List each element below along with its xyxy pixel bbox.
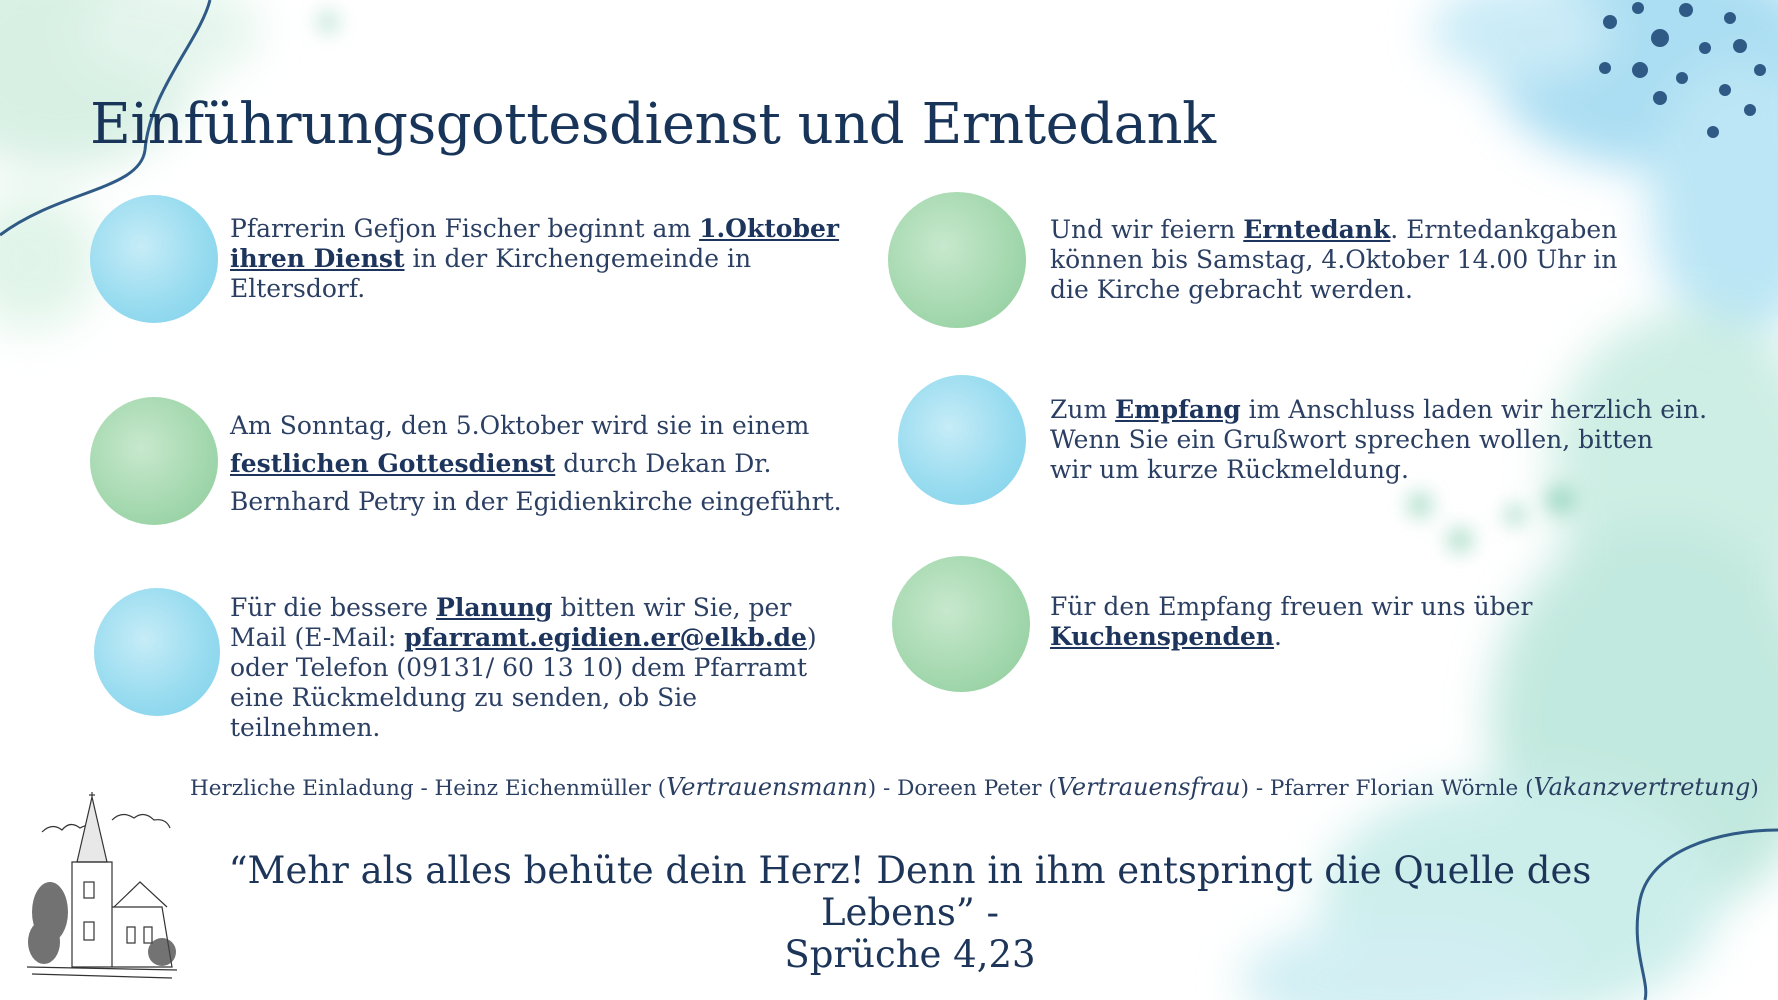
- item1-text-segment: Pfarrerin Gefjon Fischer beginnt am: [230, 214, 700, 243]
- item3-text-segment: eine Rückmeldung zu senden, ob Sie: [230, 683, 698, 712]
- footer-invitation: [190, 773, 1759, 801]
- item4-text-segment: Und wir feiern: [1050, 215, 1244, 244]
- footer-text-segment: ) - Doreen Peter (: [867, 776, 1057, 801]
- item2-text-segment: durch Dekan Dr.: [555, 449, 772, 478]
- item2-text-segment: Bernhard Petry in der Egidienkirche eingeführt.: [230, 487, 842, 516]
- footer-role: Vertrauensmann: [666, 773, 868, 801]
- email-link[interactable]: pfarramt.egidien.er@elkb.de: [404, 623, 807, 652]
- item4-highlight: Erntedank: [1243, 215, 1391, 244]
- item3-text-segment: ): [806, 623, 817, 652]
- item1-text-segment: in der Kirchengemeinde in: [404, 244, 752, 273]
- quote-line-2: Sprüche 4,23: [784, 933, 1036, 976]
- item2-text: [230, 407, 842, 521]
- item3-text: [230, 593, 817, 743]
- item6-circle: [892, 556, 1030, 692]
- footer-text-segment: ): [1750, 776, 1759, 801]
- page-title: Einführungsgottesdienst und Erntedank: [90, 92, 1216, 157]
- bible-quote: [180, 850, 1640, 976]
- item5-highlight: Empfang: [1115, 395, 1241, 424]
- item4-text-segment: . Erntedankgaben: [1390, 215, 1618, 244]
- item3-text-segment: bitten wir Sie, per: [552, 593, 792, 622]
- item5-text: [1050, 395, 1707, 485]
- item5-text-segment: wir um kurze Rückmeldung.: [1050, 455, 1409, 484]
- item4-circle: [888, 192, 1026, 328]
- item1-highlight: ihren Dienst: [230, 244, 405, 273]
- item4-text: [1050, 215, 1617, 305]
- item3-text-segment: Mail (E-Mail:: [230, 623, 405, 652]
- item1-text-segment: Eltersdorf.: [230, 274, 366, 303]
- item5-text-segment: Zum: [1050, 395, 1116, 424]
- item3-circle: [94, 588, 220, 716]
- item2-text-segment: Am Sonntag, den 5.Oktober wird sie in einem: [230, 411, 810, 440]
- item6-text: [1050, 592, 1532, 652]
- footer-text-segment: ) - Pfarrer Florian Wörnle (: [1240, 776, 1534, 801]
- church-sketch-icon: [22, 792, 182, 982]
- footer-text-segment: Herzliche Einladung - Heinz Eichenmüller (: [190, 776, 667, 801]
- item1-circle: [90, 195, 218, 323]
- footer-role: Vakanzvertretung: [1533, 773, 1751, 801]
- item6-highlight: Kuchenspenden: [1050, 622, 1275, 651]
- item6-text-segment: .: [1274, 622, 1282, 651]
- item5-text-segment: Wenn Sie ein Grußwort sprechen wollen, bitten: [1050, 425, 1654, 454]
- quote-line-1: “Mehr als alles behüte dein Herz! Denn in ihm entspringt die Quelle des Lebens” -: [228, 849, 1592, 934]
- item3-text-segment: teilnehmen.: [230, 713, 381, 742]
- item4-text-segment: die Kirche gebracht werden.: [1050, 275, 1413, 304]
- item1-highlight: 1.Oktober: [699, 214, 840, 243]
- item3-highlight: Planung: [436, 593, 553, 622]
- footer-role: Vertrauensfrau: [1056, 773, 1241, 801]
- item4-text-segment: können bis Samstag, 4.Oktober 14.00 Uhr in: [1050, 245, 1618, 274]
- item2-circle: [90, 397, 218, 525]
- item6-text-segment: Für den Empfang freuen wir uns über: [1050, 592, 1533, 621]
- item5-circle: [898, 375, 1026, 505]
- item3-text-segment: Für die bessere: [230, 593, 437, 622]
- item5-text-segment: im Anschluss laden wir herzlich ein.: [1240, 395, 1708, 424]
- item2-highlight: festlichen Gottesdienst: [230, 449, 556, 478]
- item3-text-segment: oder Telefon (09131/ 60 13 10) dem Pfarramt: [230, 653, 808, 682]
- item1-text: [230, 214, 839, 304]
